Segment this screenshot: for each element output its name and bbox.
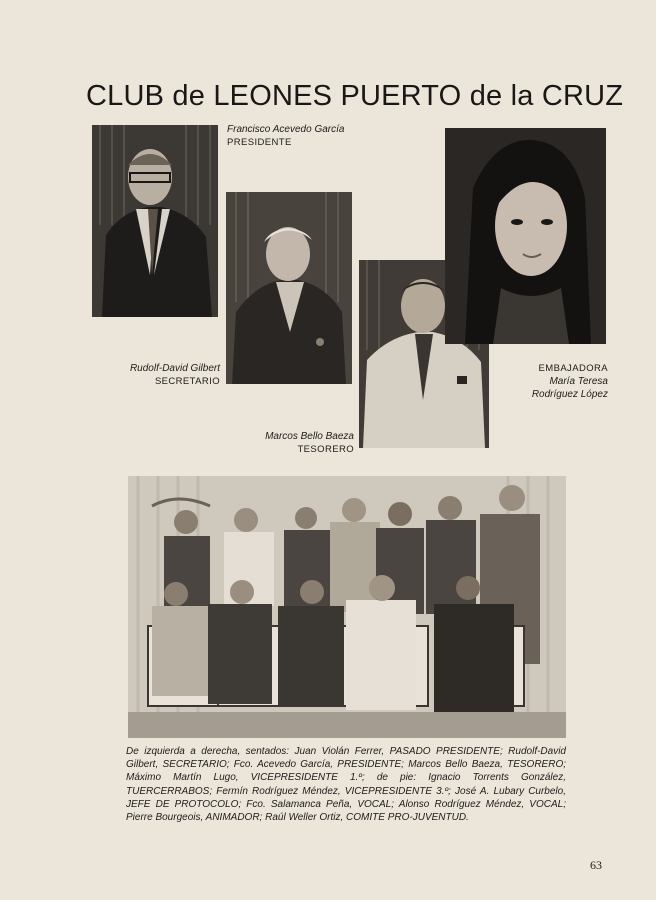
photo-secretario (226, 192, 352, 384)
caption-presidente (227, 123, 377, 149)
caption-secretario-role: SECRETARIO (154, 376, 220, 387)
caption-embajadora-role: EMBAJADORA (538, 363, 608, 374)
photo-presidente (92, 125, 218, 317)
portrait-secretario-image (226, 192, 352, 384)
caption-tesorero-name: Marcos Bello Baeza (265, 431, 354, 442)
page-title: CLUB de LEONES PUERTO de la CRUZ (86, 80, 624, 112)
page-number: 63 (590, 858, 602, 872)
caption-secretario (78, 362, 220, 388)
group-photo (128, 476, 566, 738)
group-photo-image (128, 476, 566, 738)
caption-presidente-name: Francisco Acevedo García (227, 124, 345, 135)
caption-embajadora-name-line2: Rodríguez López (531, 389, 608, 400)
caption-secretario-name: Rudolf-David Gilbert (129, 363, 220, 374)
portrait-embajadora-image (445, 128, 606, 344)
photo-embajadora (445, 128, 606, 344)
caption-embajadora (470, 362, 608, 401)
portrait-presidente-image (92, 125, 218, 317)
group-photo-caption: De izquierda a derecha, sentados: Juan Violán Ferrer, PASADO PRESIDENTE; Rudolf-David Gilbert, SECRETARIO; Fco. Acevedo García, PRESIDENTE; Marcos Bello Baeza, TESORERO; Máximo Martín Lugo, VICEPRESIDENTE 1.º; de pie: Ignacio Torrents González, TUERCERRABOS; Fermín Rodríguez Méndez, VICEPRESIDENTE 3.º; José A. Lubary Curbelo, JEFE DE PROTOCOLO; Fco. Salamanca Peña, VOCAL; Alonso Rodríguez Méndez, VOCAL; Pierre Bourgeois, ANIMADOR; Raúl Weller Ortiz, COMITE PRO-JUVENTUD. (126, 746, 566, 824)
caption-presidente-role: PRESIDENTE (227, 137, 292, 148)
caption-tesorero (212, 430, 354, 456)
caption-embajadora-name-line1: María Teresa (549, 376, 608, 387)
caption-tesorero-role: TESORERO (297, 444, 354, 455)
